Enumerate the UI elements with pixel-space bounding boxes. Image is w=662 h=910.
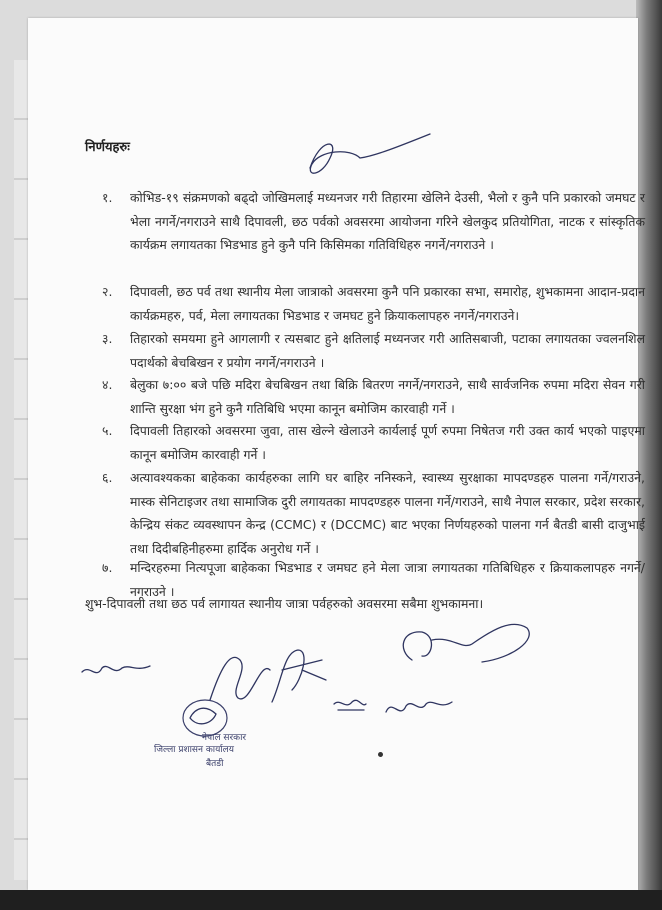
signature-6	[392, 610, 542, 680]
item-text: मन्दिरहरुमा नित्यपूजा बाहेकका भिडभाड र जमघट हने मेला जात्रा लगायतका गतिबिधिहरु र क्रियाकलापहरु नगर्ने/नगराउने ।	[130, 560, 645, 599]
item-text: दिपावली तिहारको अवसरमा जुवा, तास खेल्ने खेलाउने कार्यलाई पूर्ण रुपमा निषेतज गरी उक्त कार्य भएको पाइएमा कानून बमोजिम कारवाही गर्ने ।	[130, 423, 645, 462]
item-number: ६.	[102, 470, 113, 485]
signature-top	[300, 128, 440, 188]
item-number: ३.	[102, 331, 113, 346]
signature-3	[262, 640, 332, 710]
scanner-bottom-edge	[0, 890, 662, 910]
item-text: दिपावली, छठ पर्व तथा स्थानीय मेला जात्राको अवसरमा कुनै पनि प्रकारका सभा, समारोह, शुभकामना आदान-प्रदान कार्यक्रमहरु, पर्व, मेला लगायतका भिडभाड र जमघट हुने क्रियाकलापहरु नगर्ने/नगराउने।	[130, 284, 645, 323]
item-text: बेलुका ७:०० बजे पछि मदिरा बेचबिखन तथा बिक्रि बितरण नगर्ने/नगराउने, साथै सार्वजनिक रुपमा मदिरा सेवन गरी शान्ति सुरक्षा भंग हुने कुनै गतिबिधि भएमा कानून बमोजिम कारवाही गर्ने ।	[130, 377, 645, 416]
item-text: तिहारको समयमा हुने आगलागी र त्यसबाट हुने क्षतिलाई मध्यनजर गरी आतिसबाजी, पटाका लगायतका ज्वलनशिल पदार्थको बेचबिखन र प्रयोग नगर्ने/नगराउने ।	[130, 331, 645, 370]
closing-greeting: शुभ-दिपावली तथा छठ पर्व लागायत स्थानीय जात्रा पर्वहरुको अवसरमा सबैमा शुभकामना।	[85, 596, 484, 611]
ink-dot	[378, 752, 383, 757]
decisions-heading: निर्णयहरुः	[85, 140, 130, 155]
signature-1	[78, 650, 158, 690]
item-number: १.	[102, 190, 113, 205]
item-number: ५.	[102, 423, 113, 438]
item-text: कोभिड-१९ संक्रमणको बढ्दो जोखिमलाई मध्यनजर गरी तिहारमा खेलिने देउसी, भैलो र कुनै पनि प्रकारको जमघट र भेला नगर्ने/नगराउने साथै दिपावली, छठ पर्वको अवसरमा आयोजना गरिने खेलकुद प्रतियोगिता, नाटक र सांस्कृतिक कार्यक्रम लगायतका भिडभाड हुने कुनै पनि किसिमका गतिविधिहरु नगर्ने/नगराउने ।	[130, 190, 645, 252]
seal-line-1: नेपाल सरकार	[202, 733, 247, 743]
item-number: ४.	[102, 377, 113, 392]
signature-4	[330, 690, 370, 720]
official-seal	[150, 680, 260, 770]
item-number: ७.	[102, 560, 113, 575]
seal-line-3: बैतडी	[206, 759, 224, 769]
signature-5	[380, 690, 460, 730]
item-text: अत्यावश्यकका बाहेकका कार्यहरुका लागि घर बाहिर ननिस्कने, स्वास्थ्य सुरक्षाका मापदण्डहरु पालना गर्ने/गराउने, मास्क सेनिटाइजर तथा सामाजिक दुरी लगायतका मापदण्डहरु पालना गर्ने/गराउने, साथै नेपाल सरकार, प्रदेश सरकार, केन्द्रिय संकट व्यवस्थापन केन्द्र (CCMC) र (DCCMC) बाट भएका निर्णयहरुको पालना गर्न बैतडी बासी दाजुभाई तथा दिदीबहिनीहरुमा हार्दिक अनुरोध गर्ने ।	[130, 470, 645, 556]
item-number: २.	[102, 284, 113, 299]
seal-line-2: जिल्ला प्रशासन कार्यालय	[154, 745, 234, 755]
